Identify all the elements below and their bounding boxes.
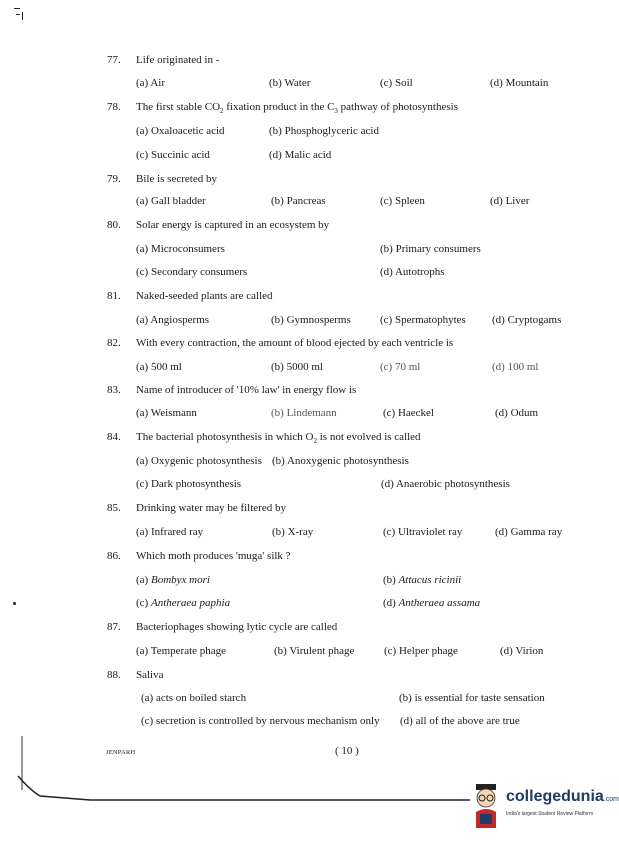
option-c[interactable]: (c) 70 ml [380, 361, 421, 373]
question-text: Naked-seeded plants are called [136, 290, 273, 302]
option-a[interactable]: (a) Angiosperms [136, 314, 210, 326]
scan-mark [13, 602, 16, 605]
option-d[interactable]: (d) Autotrophs [380, 266, 445, 278]
option-d[interactable]: (d) Mountain [490, 77, 549, 89]
option-c[interactable]: (c) Ultraviolet ray [383, 526, 463, 538]
option-b[interactable]: (b) is essential for taste sensation [399, 692, 545, 704]
option-b[interactable]: (b) Water [269, 77, 311, 89]
question-text: Name of introducer of '10% law' in energy flow is [136, 384, 357, 396]
question-text: Solar energy is captured in an ecosystem by [136, 219, 330, 231]
collegedunia-logo[interactable] [470, 784, 619, 834]
question-number: 77. [107, 54, 121, 66]
option-b[interactable]: (b) Phosphoglyceric acid [269, 125, 379, 137]
option-d[interactable]: (d) Antheraea assama [383, 597, 481, 609]
question-text: With every contraction, the amount of blood ejected by each ventricle is [136, 337, 454, 349]
option-b[interactable]: (b) X-ray [272, 526, 314, 538]
scan-mark [14, 8, 20, 9]
question-number: 87. [107, 621, 121, 633]
question-text: Which moth produces 'muga' silk ? [136, 550, 291, 562]
question-number: 80. [107, 219, 121, 231]
student-mascot-icon [470, 784, 504, 828]
question-number: 79. [107, 173, 121, 185]
option-d[interactable]: (d) all of the above are true [400, 715, 520, 727]
option-b[interactable]: (b) 5000 ml [271, 361, 323, 373]
option-a[interactable]: (a) Microconsumers [136, 243, 225, 255]
option-a[interactable]: (a) Air [136, 77, 166, 89]
option-c[interactable]: (c) Succinic acid [136, 149, 210, 161]
question-text: Bacteriophages showing lytic cycle are called [136, 621, 338, 633]
option-a[interactable]: (a) Weismann [136, 407, 197, 419]
question-number: 85. [107, 502, 121, 514]
option-c[interactable]: (c) Soil [380, 77, 413, 89]
option-c[interactable]: (c) Spleen [380, 195, 425, 207]
option-d[interactable]: (d) Virion [500, 645, 544, 657]
option-d[interactable]: (d) Cryptogams [492, 314, 562, 326]
option-d[interactable]: (d) Odum [495, 407, 539, 419]
scan-mark [16, 14, 20, 15]
option-b[interactable]: (b) Pancreas [271, 195, 326, 207]
option-c[interactable]: (c) Dark photosynthesis [136, 478, 242, 490]
question-number: 78. [107, 101, 121, 113]
question-text: The first stable $CO_2$ fixation product in the $C_3$ pathway of photosynthesis [136, 101, 458, 116]
option-b[interactable]: (b) Gymnosperms [271, 314, 351, 326]
logo-tagline: India's largest Student Review Platform [506, 811, 594, 817]
question-number: 84. [107, 431, 121, 443]
option-d[interactable]: (d) 100 ml [492, 361, 539, 373]
question-number: 82. [107, 337, 121, 349]
option-a[interactable]: (a) Temperate phage [136, 645, 227, 657]
question-number: 88. [107, 669, 121, 681]
option-d[interactable]: (d) Malic acid [269, 149, 332, 161]
paper-code: JENPARH [106, 749, 136, 756]
option-c[interactable]: (c) secretion is controlled by nervous mechanism only [141, 715, 380, 727]
option-a[interactable]: (a) Infrared ray [136, 526, 204, 538]
option-c[interactable]: (c) Helper phage [384, 645, 458, 657]
option-d[interactable]: (d) Liver [490, 195, 530, 207]
question-number: 81. [107, 290, 121, 302]
option-d[interactable]: (d) Anaerobic photosynthesis [381, 478, 510, 490]
option-c[interactable]: (c) Secondary consumers [136, 266, 248, 278]
option-b[interactable]: (b) Attacus ricinii [383, 574, 462, 586]
option-c[interactable]: (c) Spermatophytes [380, 314, 466, 326]
question-text: Life originated in - [136, 54, 220, 66]
question-number: 83. [107, 384, 121, 396]
option-a[interactable]: (a) Oxaloacetic acid [136, 125, 225, 137]
scan-mark [22, 12, 23, 20]
option-a[interactable]: (a) Bombyx mori [136, 574, 210, 586]
question-text: Drinking water may be filtered by [136, 502, 286, 514]
option-a[interactable]: (a) acts on boiled starch [141, 692, 247, 704]
option-b[interactable]: (b) Virulent phage [274, 645, 355, 657]
option-b[interactable]: (b) Anoxygenic photosynthesis [272, 455, 409, 467]
question-text: The bacterial photosynthesis in which $O_2$ is not evolved is called [136, 431, 421, 446]
logo-wordmark: collegedunia.com [506, 788, 619, 805]
option-b[interactable]: (b) Lindemann [271, 407, 337, 419]
page-number: ( 10 ) [335, 745, 359, 757]
option-a[interactable]: (a) Oxygenic photosynthesis [136, 455, 262, 467]
question-text: Bile is secreted by [136, 173, 217, 185]
option-a[interactable]: (a) Gall bladder [136, 195, 206, 207]
question-number: 86. [107, 550, 121, 562]
scan-line-artifact [0, 730, 470, 810]
option-d[interactable]: (d) Gamma ray [495, 526, 563, 538]
option-a[interactable]: (a) 500 ml [136, 361, 182, 373]
option-c[interactable]: (c) Haeckel [383, 407, 434, 419]
option-b[interactable]: (b) Primary consumers [380, 243, 481, 255]
question-text: Saliva [136, 669, 164, 681]
option-c[interactable]: (c) Antheraea paphia [136, 597, 231, 609]
